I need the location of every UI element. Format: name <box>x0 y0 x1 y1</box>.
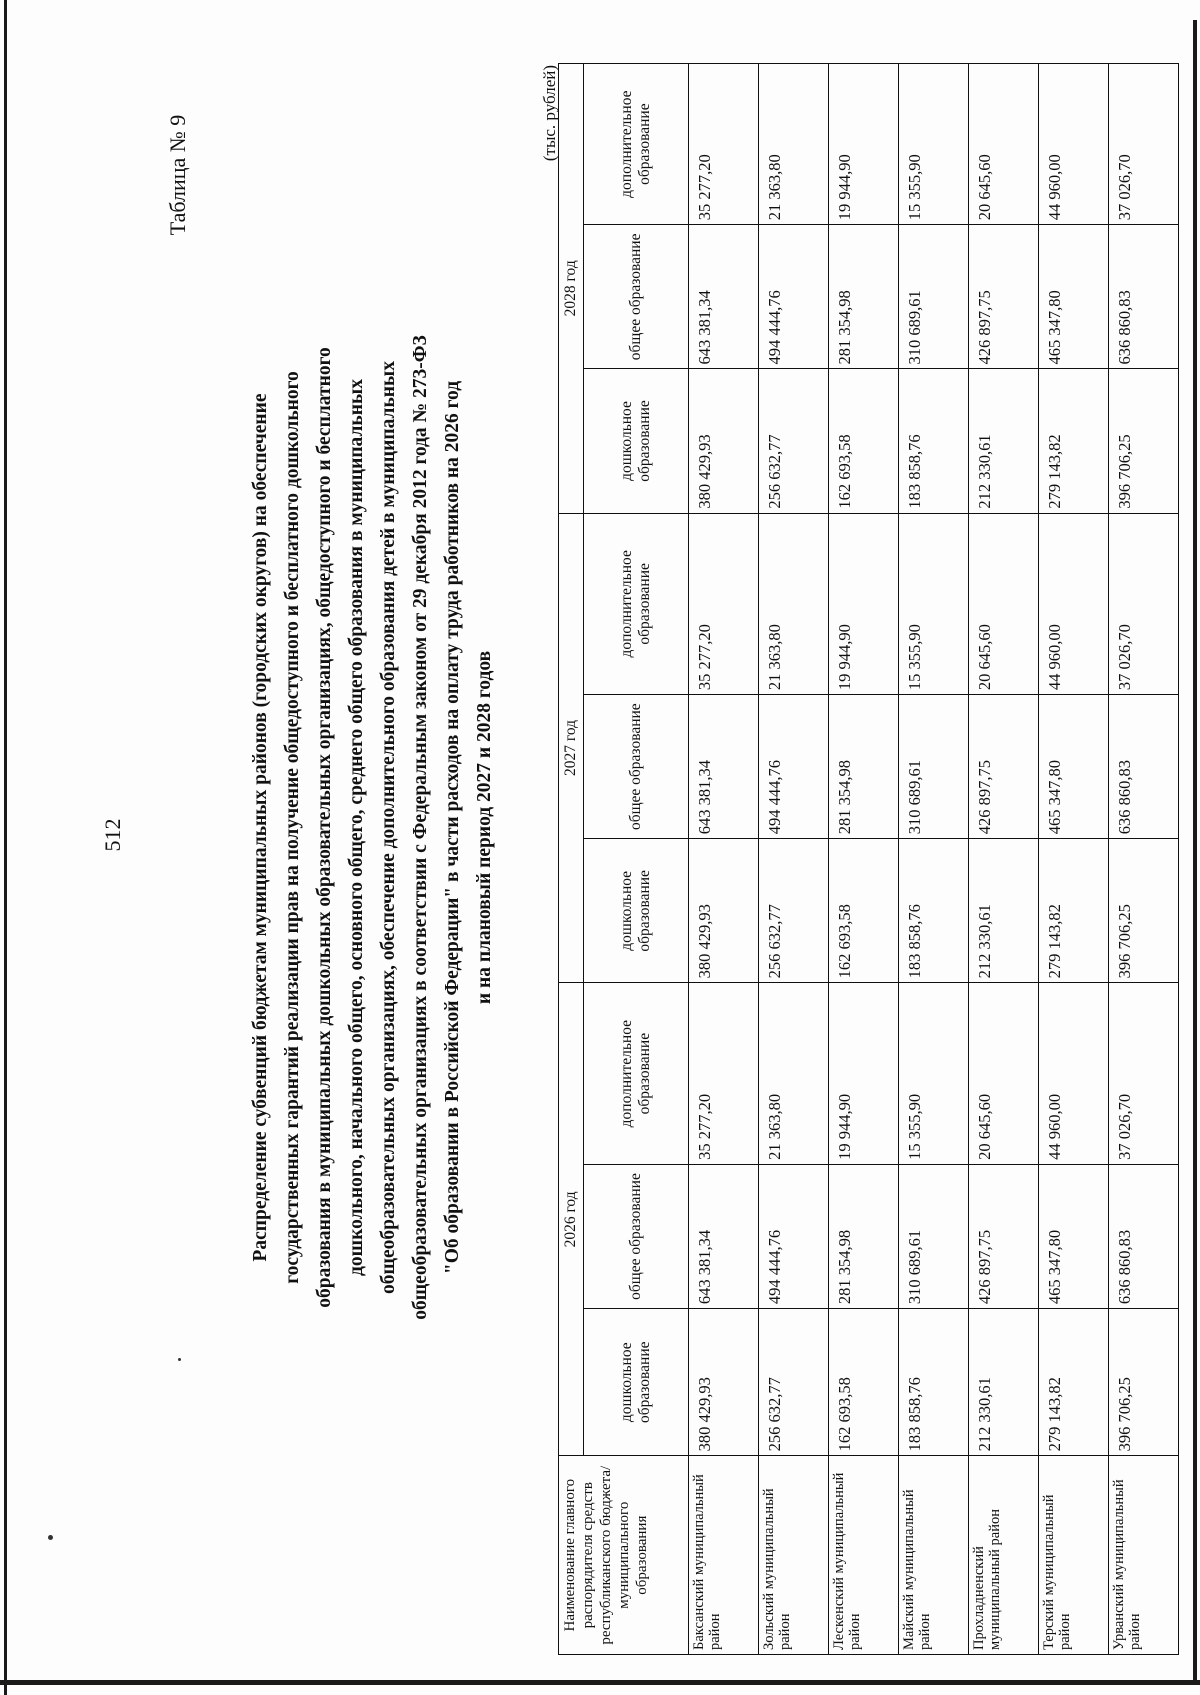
title-line: и на плановый период 2027 и 2028 годов <box>474 650 495 1005</box>
cell-value: 21 363,80 <box>759 64 829 225</box>
title-line: общеобразовательных организациях, обеспечение дополнительного образования детей в муниципальных <box>378 361 399 1295</box>
page-number: 512 <box>100 818 125 852</box>
subheader-preschool: дошкольное образование <box>584 1309 689 1456</box>
cell-value: 162 693,58 <box>829 369 899 513</box>
cell-value: 279 143,82 <box>1039 1309 1109 1456</box>
subheader-preschool: дошкольное образование <box>584 369 689 513</box>
name-column-header: Наименование главного распорядителя средств республиканского бюджета/муниципального образования <box>559 1456 689 1655</box>
cell-value: 35 277,20 <box>689 983 759 1165</box>
cell-value: 396 706,25 <box>1109 839 1179 983</box>
cell-value: 21 363,80 <box>759 983 829 1165</box>
cell-value: 15 355,90 <box>899 983 969 1165</box>
cell-value: 44 960,00 <box>1039 983 1109 1165</box>
cell-value: 183 858,76 <box>899 839 969 983</box>
cell-value: 35 277,20 <box>689 513 759 695</box>
cell-value: 20 645,60 <box>969 983 1039 1165</box>
cell-value: 212 330,61 <box>969 1309 1039 1456</box>
title-line: дошкольного, начального общего, основного общего, среднего общего образования в муниципальных <box>346 379 367 1276</box>
title-line: образования в муниципальных дошкольных образовательных организациях, общедоступного и бесплатного <box>314 347 335 1308</box>
cell-value: 636 860,83 <box>1109 225 1179 369</box>
cell-value: 44 960,00 <box>1039 64 1109 225</box>
table-number: Таблица № 9 <box>165 114 190 236</box>
cell-value: 212 330,61 <box>969 369 1039 513</box>
year-header-2028: 2028 год <box>559 64 584 514</box>
cell-value: 183 858,76 <box>899 369 969 513</box>
cell-value: 396 706,25 <box>1109 369 1179 513</box>
cell-value: 20 645,60 <box>969 513 1039 695</box>
year-header-2026: 2026 год <box>559 983 584 1456</box>
row-name: Майский муниципальный район <box>899 1456 969 1655</box>
table-row <box>689 64 759 1655</box>
cell-value: 15 355,90 <box>899 64 969 225</box>
table-row <box>759 64 829 1655</box>
title-line: Распределение субвенций бюджетам муниципальных районов (городских округов) на обеспечение <box>250 393 271 1262</box>
cell-value: 281 354,98 <box>829 695 899 839</box>
cell-value: 494 444,76 <box>759 1164 829 1308</box>
cell-value: 310 689,61 <box>899 225 969 369</box>
title-line: общеобразовательных организациях в соответствии с Федеральным законом от 29 декабря 2012 года № 273-ФЗ <box>410 335 431 1320</box>
cell-value: 643 381,34 <box>689 695 759 839</box>
row-name: Баксанский муниципальный район <box>689 1456 759 1655</box>
cell-value: 35 277,20 <box>689 64 759 225</box>
row-name: Прохладненский муниципальный район <box>969 1456 1039 1655</box>
cell-value: 426 897,75 <box>969 695 1039 839</box>
subheader-general: общее образование <box>584 1164 689 1308</box>
cell-value: 19 944,90 <box>829 64 899 225</box>
cell-value: 20 645,60 <box>969 64 1039 225</box>
subheader-additional: дополнительное образование <box>584 983 689 1165</box>
subheader-general: общее образование <box>584 225 689 369</box>
cell-value: 465 347,80 <box>1039 695 1109 839</box>
subvention-table <box>558 63 1179 1655</box>
year-header-2027: 2027 год <box>559 513 584 983</box>
cell-value: 256 632,77 <box>759 369 829 513</box>
cell-value: 636 860,83 <box>1109 695 1179 839</box>
cell-value: 643 381,34 <box>689 225 759 369</box>
cell-value: 162 693,58 <box>829 839 899 983</box>
table-row <box>829 64 899 1655</box>
cell-value: 19 944,90 <box>829 513 899 695</box>
row-name: Терский муниципальный район <box>1039 1456 1109 1655</box>
cell-value: 279 143,82 <box>1039 369 1109 513</box>
table-row <box>1039 64 1109 1655</box>
cell-value: 183 858,76 <box>899 1309 969 1456</box>
cell-value: 44 960,00 <box>1039 513 1109 695</box>
units-label: (тыс. рублей) <box>540 65 559 162</box>
cell-value: 380 429,93 <box>689 839 759 983</box>
subheader-general: общее образование <box>584 695 689 839</box>
row-name: Лескенский муниципальный район <box>829 1456 899 1655</box>
cell-value: 310 689,61 <box>899 1164 969 1308</box>
cell-value: 465 347,80 <box>1039 225 1109 369</box>
cell-value: 37 026,70 <box>1109 513 1179 695</box>
cell-value: 494 444,76 <box>759 225 829 369</box>
table-row <box>1109 64 1179 1655</box>
cell-value: 310 689,61 <box>899 695 969 839</box>
cell-value: 21 363,80 <box>759 513 829 695</box>
cell-value: 281 354,98 <box>829 225 899 369</box>
cell-value: 37 026,70 <box>1109 64 1179 225</box>
cell-value: 162 693,58 <box>829 1309 899 1456</box>
title-line: государственных гарантий реализации прав на получение общедоступного и бесплатного дошкольного <box>282 371 303 1284</box>
cell-value: 256 632,77 <box>759 839 829 983</box>
subheader-preschool: дошкольное образование <box>584 839 689 983</box>
cell-value: 465 347,80 <box>1039 1164 1109 1308</box>
cell-value: 426 897,75 <box>969 1164 1039 1308</box>
cell-value: 279 143,82 <box>1039 839 1109 983</box>
subheader-additional: дополнительное образование <box>584 64 689 225</box>
document-title <box>245 140 501 1515</box>
cell-value: 256 632,77 <box>759 1309 829 1456</box>
table-row <box>969 64 1039 1655</box>
cell-value: 494 444,76 <box>759 695 829 839</box>
cell-value: 281 354,98 <box>829 1164 899 1308</box>
row-name: Зольский муниципальный район <box>759 1456 829 1655</box>
table-row <box>899 64 969 1655</box>
cell-value: 15 355,90 <box>899 513 969 695</box>
cell-value: 37 026,70 <box>1109 983 1179 1165</box>
title-line: "Об образовании в Российской Федерации" в части расходов на оплату труда работников на 2026 год <box>442 380 463 1275</box>
cell-value: 19 944,90 <box>829 983 899 1165</box>
cell-value: 212 330,61 <box>969 839 1039 983</box>
subheader-additional: дополнительное образование <box>584 513 689 695</box>
cell-value: 643 381,34 <box>689 1164 759 1308</box>
row-name: Урванский муниципальный район <box>1109 1456 1179 1655</box>
table-body <box>689 64 1179 1655</box>
cell-value: 426 897,75 <box>969 225 1039 369</box>
cell-value: 380 429,93 <box>689 369 759 513</box>
cell-value: 636 860,83 <box>1109 1164 1179 1308</box>
table-header <box>559 64 689 1655</box>
cell-value: 380 429,93 <box>689 1309 759 1456</box>
cell-value: 396 706,25 <box>1109 1309 1179 1456</box>
